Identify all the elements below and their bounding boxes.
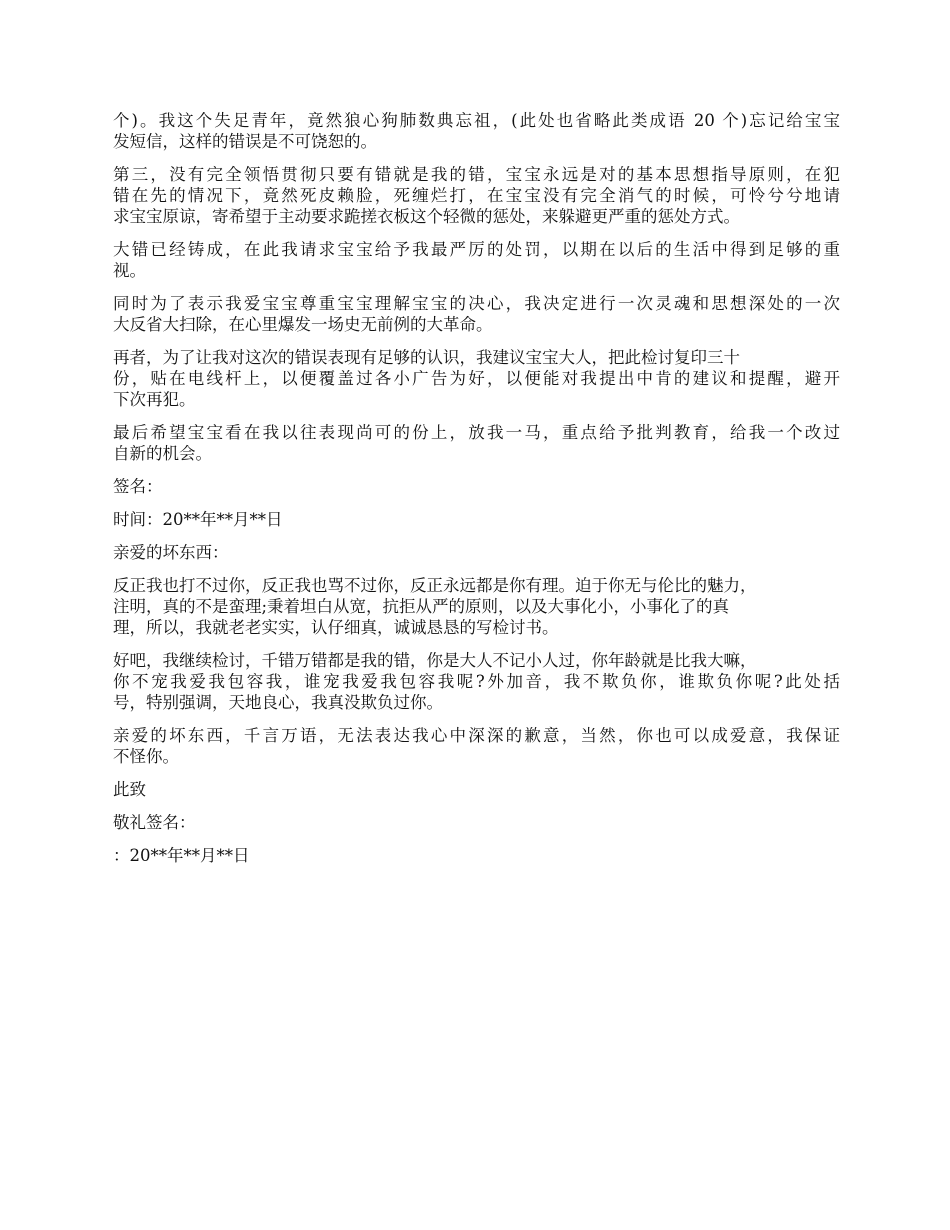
text-line: 亲爱的坏东西，千言万语，无法表达我心中深深的歉意，当然，你也可以成爱意，我保证 xyxy=(113,726,840,745)
paragraph-6 xyxy=(113,422,840,464)
paragraph-1 xyxy=(113,110,840,152)
text-line: 大反省大扫除，在心里爆发一场史无前例的大革命。 xyxy=(113,315,493,334)
text-line: 自新的机会。 xyxy=(113,444,212,463)
text-line: 同时为了表示我爱宝宝尊重宝宝理解宝宝的决心，我决定进行一次灵魂和思想深处的一次 xyxy=(113,294,840,313)
text-line: 敬礼签名： xyxy=(113,813,196,832)
text-line: 第三，没有完全领悟贯彻只要有错就是我的错，宝宝永远是对的基本思想指导原则，在犯 xyxy=(113,165,840,184)
text-line: 求宝宝原谅，寄希望于主动要求跪搓衣板这个轻微的惩处，来躲避更严重的惩处方式。 xyxy=(113,207,740,226)
text-line: 好吧，我继续检讨，千错万错都是我的错，你是大人不记小人过，你年龄就是比我大嘛， xyxy=(113,651,757,670)
text-line: 号，特别强调，天地良心，我真没欺负过你。 xyxy=(113,693,443,712)
text-line: 此致 xyxy=(113,780,146,799)
text-line: 你不宠我爱我包容我，谁宠我爱我包容我呢?外加音，我不欺负你，谁欺负你呢?此处括 xyxy=(113,672,840,691)
date-line xyxy=(113,509,840,530)
text-line: 反正我也打不过你，反正我也骂不过你，反正永远都是你有理。迫于你无与伦比的魅力， xyxy=(113,576,757,595)
salutation xyxy=(113,542,840,563)
text-line: 签名： xyxy=(113,477,163,496)
text-line: 大错已经铸成，在此我请求宝宝给予我最严厉的处罚，以期在以后的生活中得到足够的重 xyxy=(113,240,840,259)
text-line: 理，所以，我就老老实实，认仔细真，诚诚恳恳的写检讨书。 xyxy=(113,618,559,637)
text-line: 视。 xyxy=(113,261,146,280)
text-line: 下次再犯。 xyxy=(113,390,196,409)
paragraph-3 xyxy=(113,239,840,281)
text-line: 个)。我这个失足青年，竟然狼心狗肺数典忘祖，(此处也省略此类成语 20 个)忘记给宝宝 xyxy=(113,111,840,130)
paragraph-8 xyxy=(113,650,840,713)
text-line: 再者，为了让我对这次的错误表现有足够的认识，我建议宝宝大人，把此检讨复印三十 xyxy=(113,348,740,367)
paragraph-5 xyxy=(113,347,840,410)
document-body xyxy=(113,110,840,878)
closing-line xyxy=(113,779,840,800)
final-date xyxy=(113,845,840,866)
signature-label xyxy=(113,476,840,497)
paragraph-2 xyxy=(113,164,840,227)
regards-signature xyxy=(113,812,840,833)
text-line: ：20**年**月**日 xyxy=(113,846,250,865)
text-line: 亲爱的坏东西： xyxy=(113,543,229,562)
text-line: 发短信，这样的错误是不可饶恕的。 xyxy=(113,132,377,151)
paragraph-9 xyxy=(113,725,840,767)
text-line: 份，贴在电线杆上，以便覆盖过各小广告为好，以便能对我提出中肯的建议和提醒，避开 xyxy=(113,369,840,388)
paragraph-7 xyxy=(113,575,840,638)
text-line: 最后希望宝宝看在我以往表现尚可的份上，放我一马，重点给予批判教育，给我一个改过 xyxy=(113,423,840,442)
paragraph-4 xyxy=(113,293,840,335)
text-line: 不怪你。 xyxy=(113,747,179,766)
text-line: 时间：20**年**月**日 xyxy=(113,510,283,529)
text-line: 错在先的情况下，竟然死皮赖脸，死缠烂打，在宝宝没有完全消气的时候，可怜兮兮地请 xyxy=(113,186,840,205)
text-line: 注明，真的不是蛮理;秉着坦白从宽，抗拒从严的原则，以及大事化小，小事化了的真 xyxy=(113,597,730,616)
